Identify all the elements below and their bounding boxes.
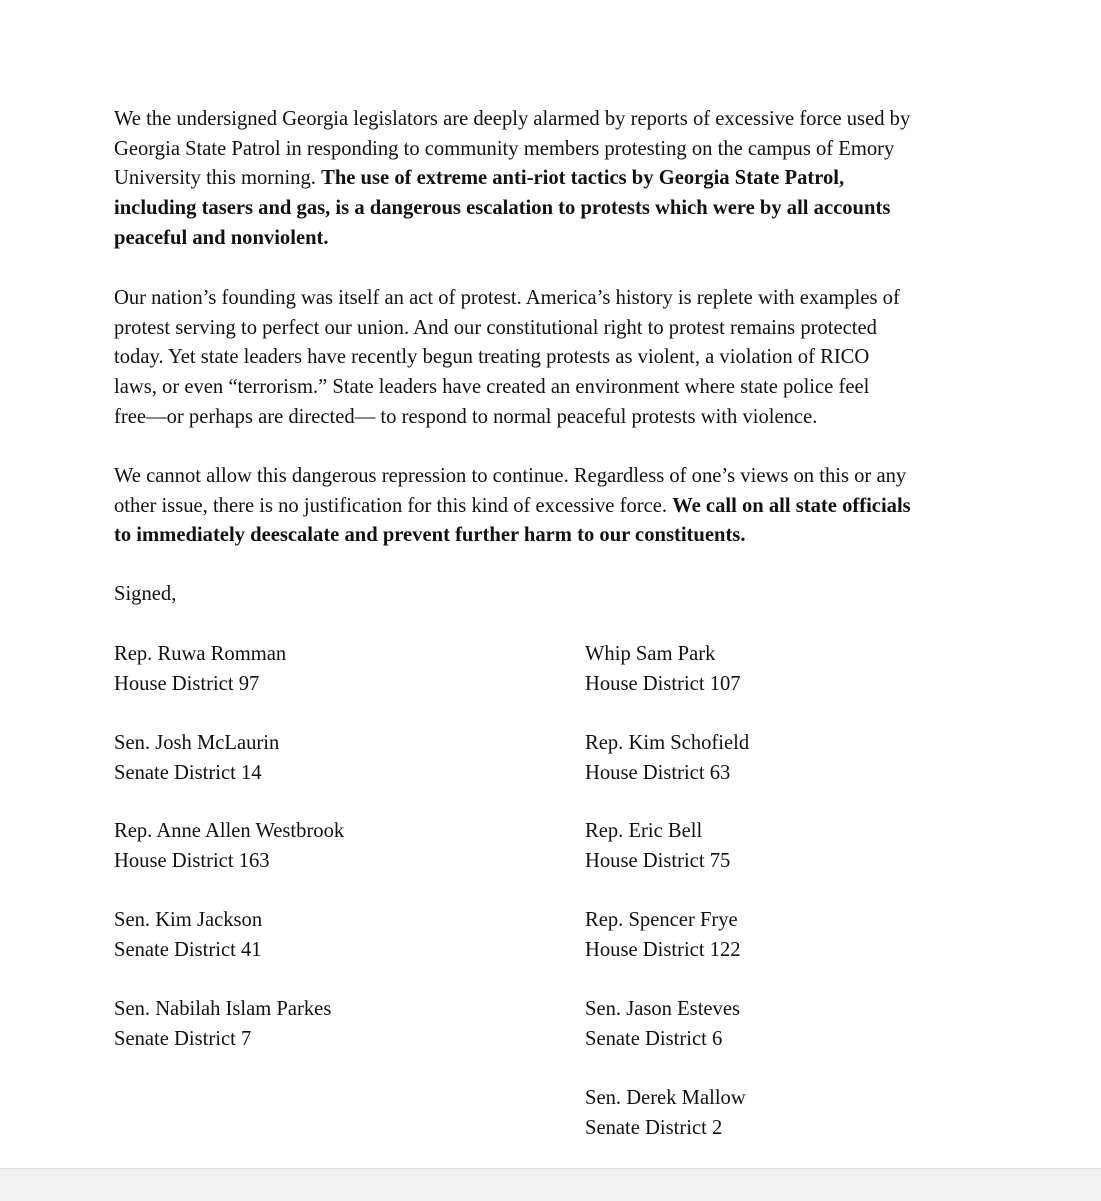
bold-emphasis: including tasers and gas, is a dangerous escalation to protests which were by all accounts (114, 197, 891, 220)
paragraph-line (114, 521, 994, 551)
signatory-right (585, 906, 741, 965)
signatory-district: House District 63 (585, 761, 731, 784)
bold-emphasis: We call on all state officials (672, 494, 911, 517)
signatory-name: Rep. Ruwa Romman (114, 643, 287, 665)
signed-label: Signed, (114, 583, 177, 605)
signatory-district: Senate District 7 (114, 1027, 252, 1050)
signatory-district: House District 107 (585, 672, 741, 695)
paragraph-line: We the undersigned Georgia legislators are deeply alarmed by reports of excessive force used by (114, 108, 911, 130)
paragraph-line: other issue, there is no justification for this kind of excessive force. We call on all state officials (114, 494, 911, 517)
paragraph-line: today. Yet state leaders have recently begun treating protests as violent, a violation of RICO (114, 346, 870, 369)
signatory-left (114, 995, 331, 1054)
signatory-district: Senate District 41 (114, 938, 262, 961)
signatory-district: House District 97 (114, 672, 260, 695)
signatory-right (585, 817, 730, 876)
signatory-name: Rep. Kim Schofield (585, 732, 750, 754)
paragraph-history (114, 284, 994, 433)
signatory-right (585, 995, 740, 1054)
signatory-left (114, 906, 262, 965)
paragraph-line: Georgia State Patrol in responding to community members protesting on the campus of Emory (114, 137, 895, 160)
signatory-name: Rep. Anne Allen Westbrook (114, 820, 345, 842)
paragraph-line: Our nation’s founding was itself an act of protest. America’s history is replete with examples of (114, 287, 900, 309)
page-bottom-edge (0, 1168, 1101, 1201)
paragraph-line: free—or perhaps are directed— to respond to normal peaceful protests with violence. (114, 405, 818, 428)
bold-emphasis: peaceful and nonviolent. (114, 226, 329, 249)
signatory-district: Senate District 2 (585, 1116, 723, 1139)
signatory-left (114, 640, 286, 699)
signatory-name: Rep. Eric Bell (585, 820, 703, 842)
paragraph-call-to-action (114, 462, 994, 551)
paragraph-line: We cannot allow this dangerous repression to continue. Regardless of one’s views on this or any (114, 465, 907, 487)
signatory-name: Sen. Nabilah Islam Parkes (114, 998, 332, 1020)
signatory-name: Sen. Kim Jackson (114, 909, 263, 931)
signatory-district: Senate District 6 (585, 1027, 723, 1050)
signatory-right (585, 640, 741, 699)
signatory-left (114, 729, 279, 788)
signatory-district: Senate District 14 (114, 761, 262, 784)
signatory-name: Rep. Spencer Frye (585, 909, 738, 931)
signatory-name: Sen. Jason Esteves (585, 998, 741, 1020)
signatory-right (585, 729, 749, 788)
signatory-district: House District 122 (585, 938, 741, 961)
bold-emphasis: to immediately deescalate and prevent further harm to our constituents. (114, 524, 746, 547)
signatory-left (114, 817, 344, 876)
signatory-name: Sen. Josh McLaurin (114, 732, 280, 754)
signatory-district: House District 75 (585, 849, 731, 872)
signatory-district: House District 163 (114, 849, 270, 872)
paragraph-line: University this morning. The use of extreme anti-riot tactics by Georgia State Patrol, (114, 167, 845, 190)
paragraph-line: protest serving to perfect our union. And our constitutional right to protest remains protected (114, 316, 877, 339)
paragraph-line (114, 194, 994, 224)
signatory-name: Sen. Derek Mallow (585, 1087, 746, 1109)
paragraph-alarm (114, 105, 994, 254)
bold-emphasis: The use of extreme anti-riot tactics by Georgia State Patrol, (321, 167, 845, 190)
signatory-right (585, 1084, 746, 1143)
signatory-name: Whip Sam Park (585, 643, 716, 665)
paragraph-line (114, 224, 994, 254)
paragraph-line: laws, or even “terrorism.” State leaders have created an environment where state police feel (114, 376, 870, 399)
